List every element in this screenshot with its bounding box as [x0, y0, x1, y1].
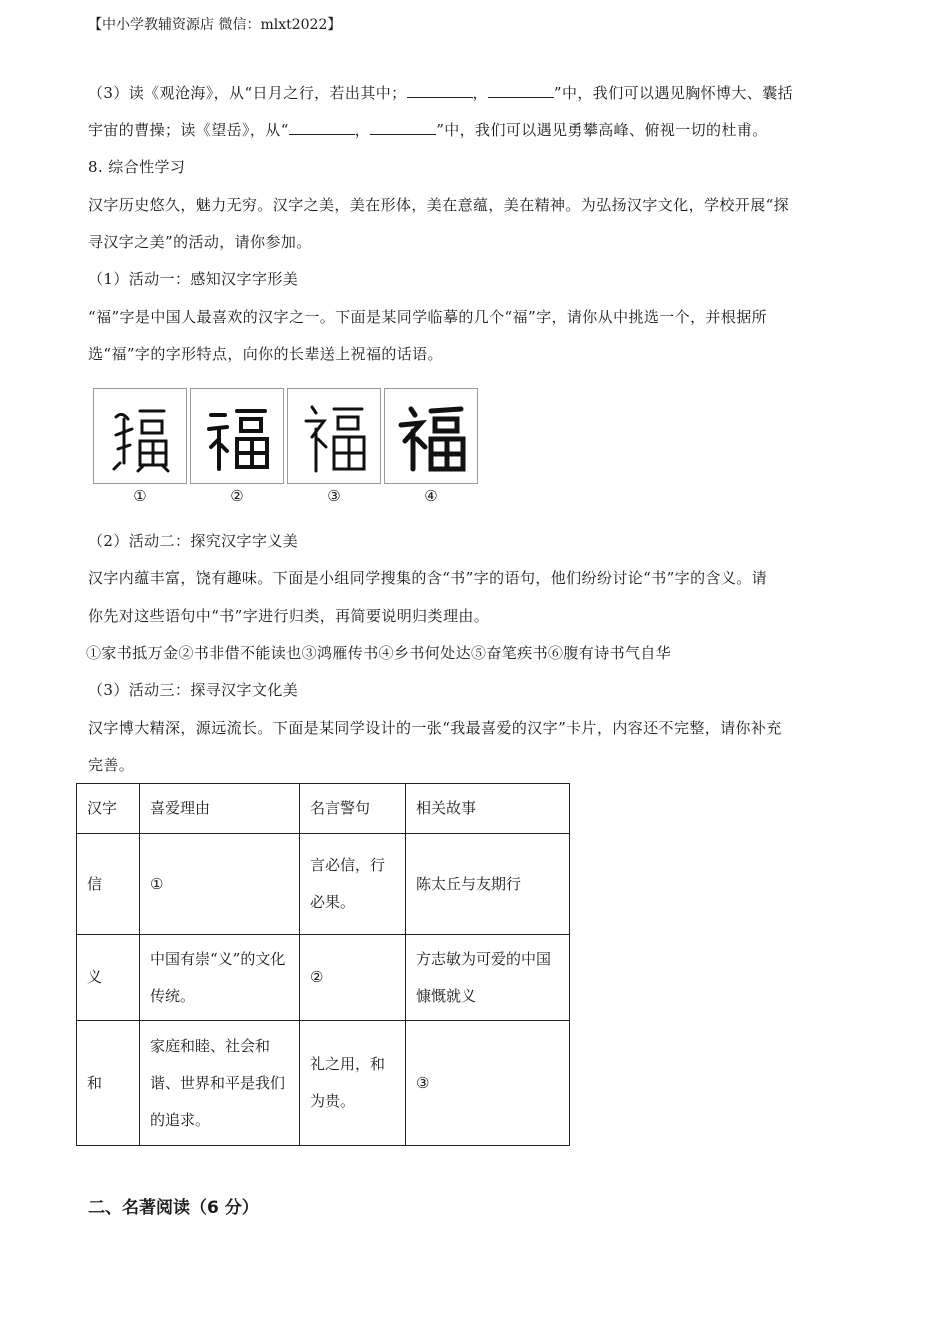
table-cell: 信 — [77, 834, 140, 935]
fu-label-3: ③ — [327, 487, 341, 505]
q8-intro-1: 汉字历史悠久，魅力无穷。汉字之美，美在形体，美在意蕴，美在精神。为弘扬汉字文化，学校开展“探 — [88, 196, 790, 214]
fu-seal-script-icon — [93, 388, 187, 484]
answer-blank[interactable] — [488, 85, 554, 98]
q7-3-text-d: 宇宙的曹操；读《望岳》，从“ — [88, 121, 289, 139]
fu-label-2: ② — [230, 487, 244, 505]
activity-3-title: （3）活动三：探寻汉字文化美 — [88, 681, 299, 699]
activity-1-title: （1）活动一：感知汉字字形美 — [88, 270, 299, 288]
q8-title: 8. 综合性学习 — [88, 158, 186, 176]
activity-2-sentences: ①家书抵万金②书非借不能读也③鸿雁传书④乡书何处达⑤奋笔疾书⑥腹有诗书气自华 — [86, 644, 672, 662]
table-cell: ③ — [406, 1021, 570, 1146]
answer-blank[interactable] — [370, 122, 436, 135]
q7-3-text-a: （3）读《观沧海》，从“日月之行，若出其中； — [88, 84, 407, 102]
table-header-row — [77, 784, 570, 834]
activity-2-title: （2）活动二：探究汉字字义美 — [88, 532, 299, 550]
page-header: 【中小学教辅资源店 微信：mlxt2022】 — [88, 17, 342, 33]
table-cell: 和 — [77, 1021, 140, 1146]
table-cell: 义 — [77, 935, 140, 1021]
table-cell: 家庭和睦、社会和谐、世界和平是我们的追求。 — [140, 1021, 300, 1146]
table-cell: ② — [300, 935, 406, 1021]
q7-3-text-c: ”中，我们可以遇见胸怀博大、囊括 — [553, 84, 793, 102]
table-row — [77, 1021, 570, 1146]
activity-2-text-1: 汉字内蕴丰富，饶有趣味。下面是小组同学搜集的含“书”字的语句，他们纷纷讨论“书”字的含义。请 — [88, 569, 768, 587]
answer-blank[interactable] — [407, 85, 473, 98]
table-cell: 中国有崇“义”的文化传统。 — [140, 935, 300, 1021]
fu-label-1: ① — [133, 487, 147, 505]
table-cell: 言必信，行必果。 — [300, 834, 406, 935]
table-cell: 礼之用，和为贵。 — [300, 1021, 406, 1146]
table-cell: 方志敏为可爱的中国慷慨就义 — [406, 935, 570, 1021]
table-row — [77, 935, 570, 1021]
answer-blank[interactable] — [289, 122, 355, 135]
q7-3-line-2 — [88, 119, 768, 140]
section-2-title: 二、名著阅读（6 分） — [88, 1198, 259, 1218]
activity-3-text-2: 完善。 — [88, 756, 135, 774]
q8-intro-2: 寻汉字之美”的活动，请你参加。 — [88, 233, 312, 251]
q7-3-text-b: ， — [472, 84, 488, 102]
q7-3-text-f: ”中，我们可以遇见勇攀高峰、俯视一切的杜甫。 — [436, 121, 768, 139]
q7-3-line-1 — [88, 82, 793, 103]
fu-regular-script-icon — [384, 388, 478, 484]
table-cell: ① — [140, 834, 300, 935]
table-cell: 陈太丘与友期行 — [406, 834, 570, 935]
table-row — [77, 834, 570, 935]
header-cell: 喜爱理由 — [140, 784, 300, 834]
q7-3-text-e: ， — [354, 121, 371, 139]
activity-3-text-1: 汉字博大精深，源远流长。下面是某同学设计的一张“我最喜爱的汉字”卡片，内容还不完整，请你补充 — [88, 719, 782, 737]
fu-song-style-icon — [287, 388, 381, 484]
header-cell: 相关故事 — [406, 784, 570, 834]
favorite-character-card-table — [76, 783, 570, 1146]
activity-1-text-1: “福”字是中国人最喜欢的汉字之一。下面是某同学临摹的几个“福”字，请你从中挑选一个，并根据所 — [88, 308, 768, 326]
activity-2-text-2: 你先对这些语句中“书”字进行归类，再简要说明归类理由。 — [88, 607, 490, 625]
header-cell: 名言警句 — [300, 784, 406, 834]
activity-1-text-2: 选“福”字的字形特点，向你的长辈送上祝福的话语。 — [88, 345, 443, 363]
fu-clerical-script-icon — [190, 388, 284, 484]
header-cell: 汉字 — [77, 784, 140, 834]
fu-label-4: ④ — [424, 487, 438, 505]
